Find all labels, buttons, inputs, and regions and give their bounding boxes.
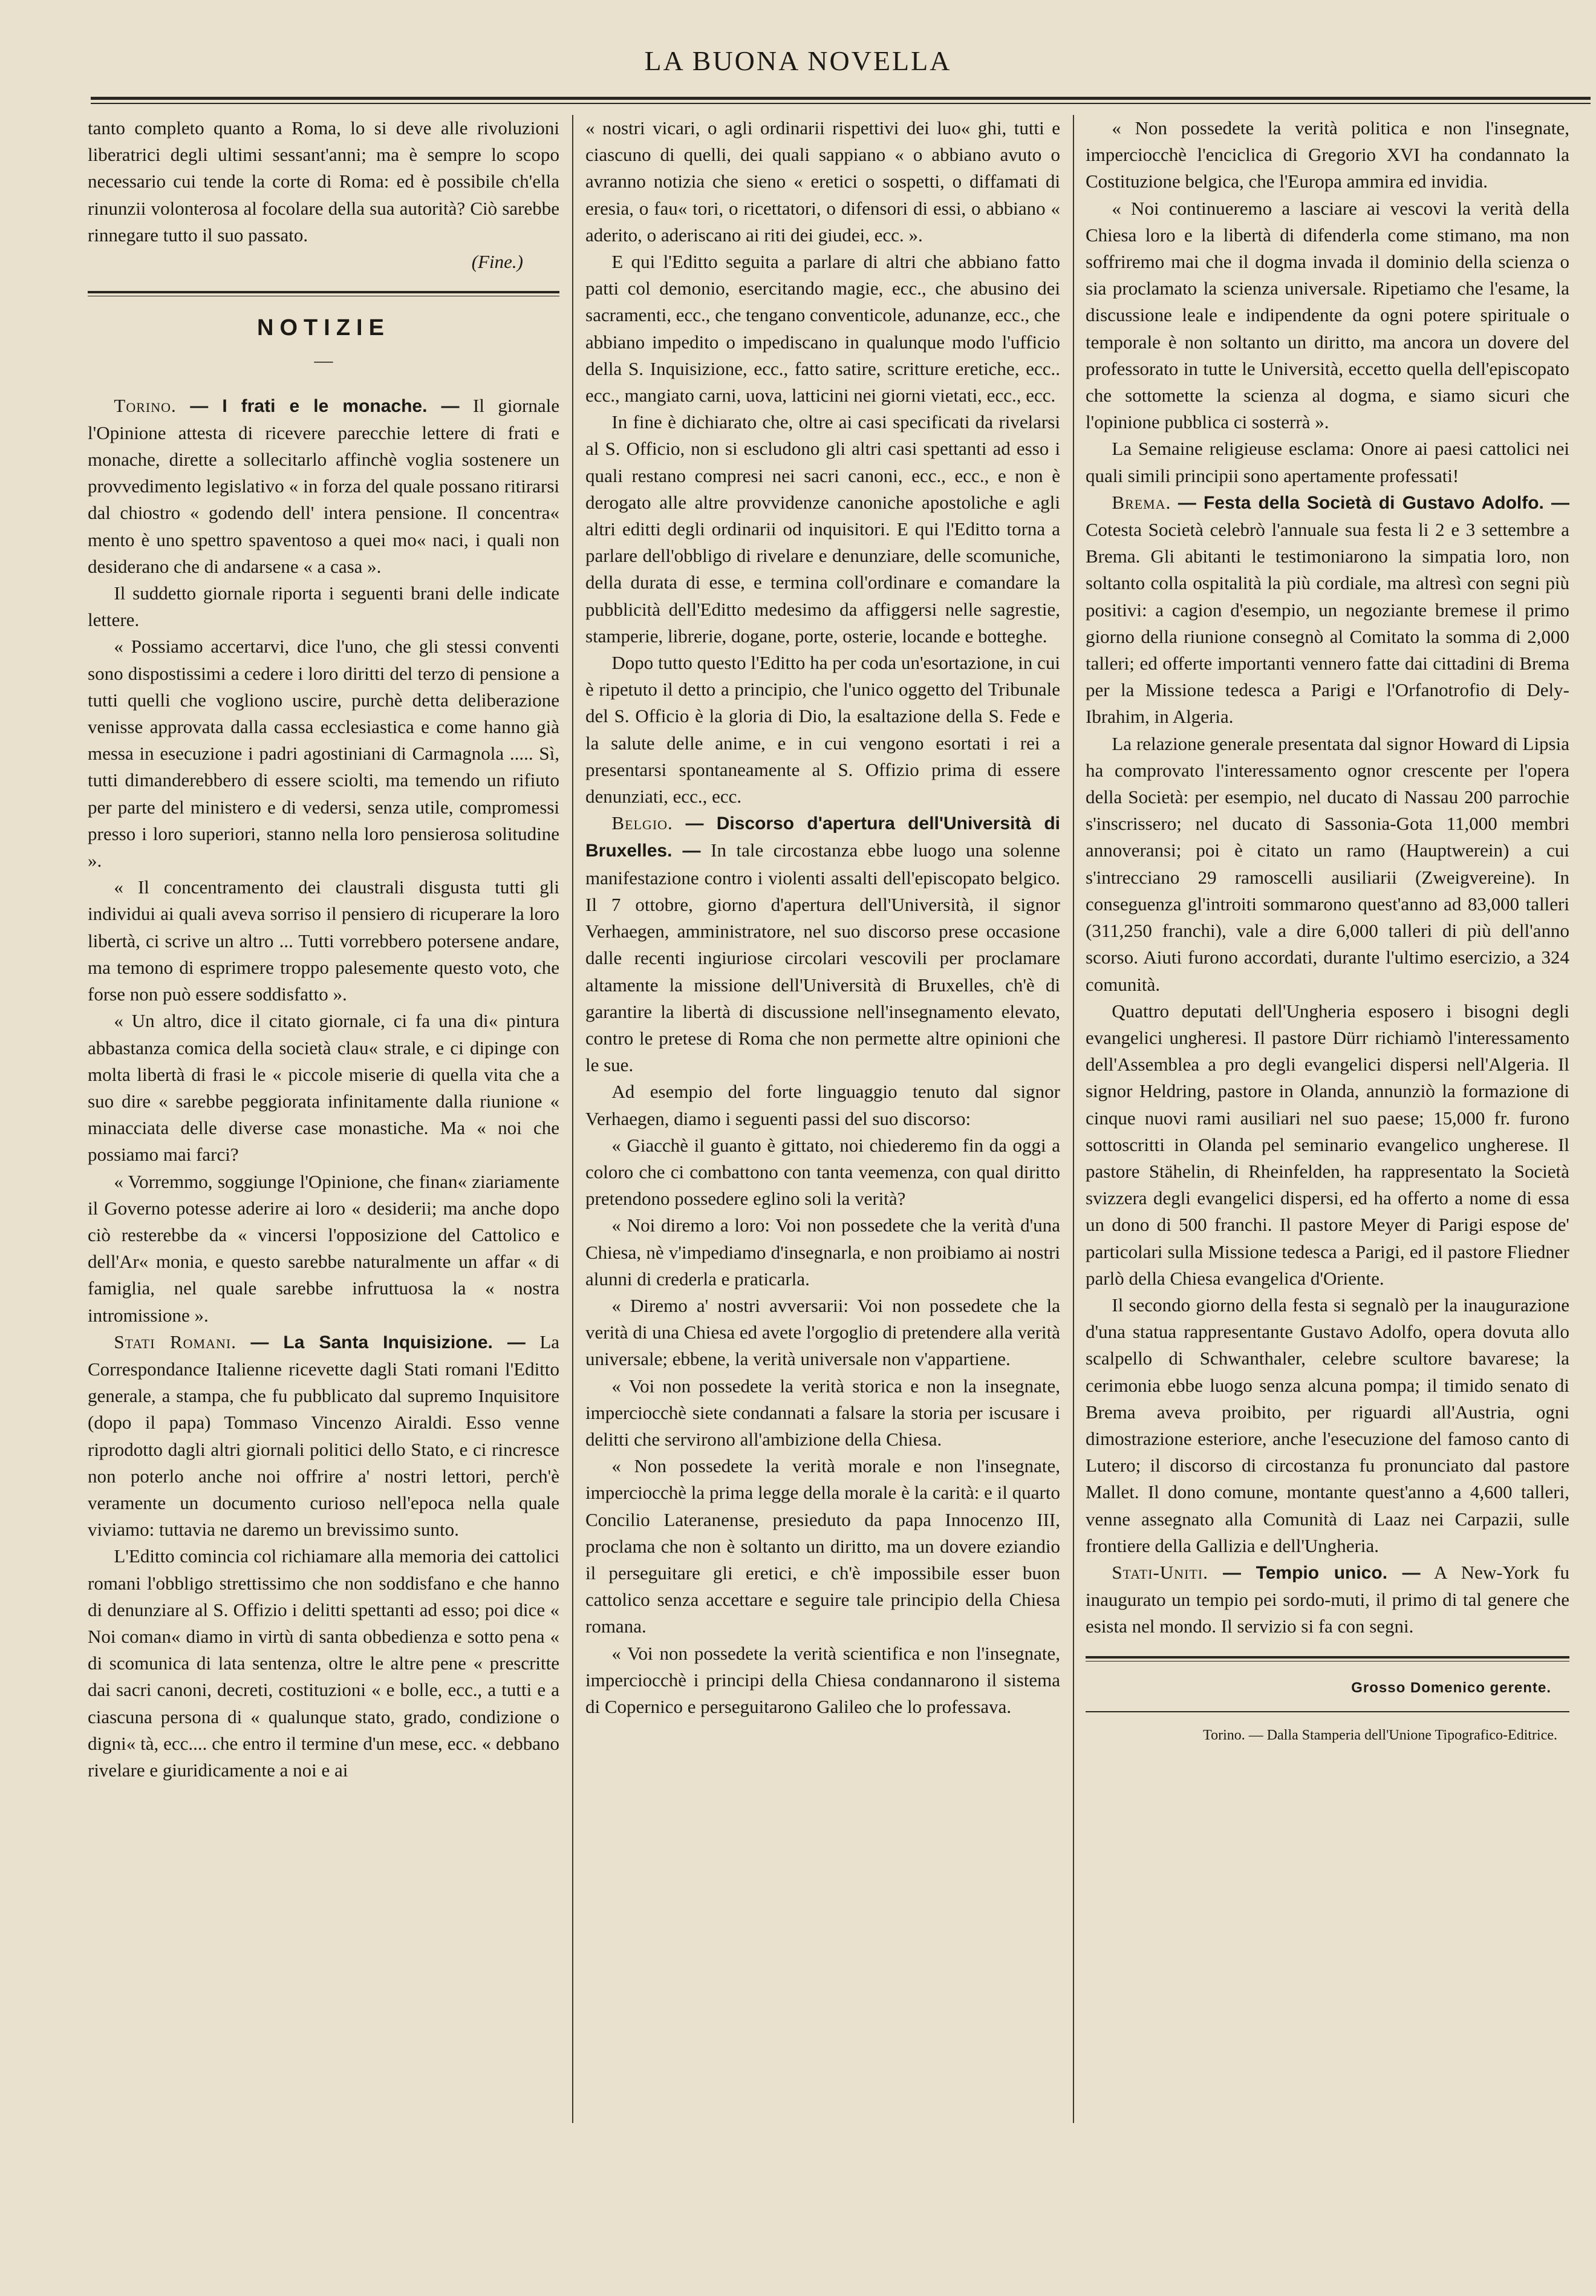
news-text: La Correspondance Italienne ricevette dagli Stati romani l'Editto generale, a stampa, che fu pubblicato dal supremo Inquisitore (dopo il papa) Tommaso Vincenzo Airaldi. Esso venne riprodotto dagli altri giornali politici dello Stato, e ci rincresce non poterlo anche noi offrire a' nostri lettori, perch'è veramente un documento curioso nell'epoca nella quale viviamo: tuttavia ne daremo un brevissimo sunto.: [88, 1331, 560, 1541]
news-place: Torino.: [114, 394, 177, 416]
news-item-stati-uniti: [1086, 1559, 1569, 1640]
footer-rule: [1086, 1711, 1569, 1712]
news-text: Cotesta Società celebrò l'annuale sua festa li 2 e 3 settembre a Brema. Gli abitanti le testimoniarono la simpatia loro, non soltanto colla ospitalità la più cordiale, ma altresì con segni più positivi: a cagion d'esempio, un negoziante bremese il primo giorno della riunione consegnò al Comitato la somma di 2,000 talleri; ed offerte importanti vennero fatte dai cittadini di Brema per la Missione tedesca a Parigi e l'Orfanotrofio di Dely-Ibrahim, in Algeria.: [1086, 519, 1569, 728]
news-headline: — Festa della Società di Gustavo Adolfo. —: [1177, 492, 1570, 513]
column-2: [585, 115, 1060, 1720]
news-paragraph: Dopo tutto questo l'Editto ha per coda un'esortazione, in cui è ripetuto il detto a principio, che l'unico oggetto del Tribunale del S. Officio è la gloria di Dio, la esaltazione della S. Fede e la salute delle anime, e in cui vengono esortati i rei a presentarsi spontaneamente al S. Offizio prima di essere denunziati, ecc., ecc.: [585, 652, 1060, 807]
news-item-brema: [1086, 489, 1569, 731]
news-paragraph: « Noi diremo a loro: Voi non possedete che la verità d'una Chiesa, nè v'impediamo d'insegnarla, e non proibiamo ai nostri alunni di crederla e praticarla.: [585, 1215, 1060, 1290]
news-item-stati-romani: [88, 1329, 559, 1544]
news-paragraph: Il suddetto giornale riporta i seguenti brani delle indicate lettere.: [88, 582, 559, 631]
news-place: Stati-Uniti.: [1112, 1561, 1208, 1583]
masthead-title: LA BUONA NOVELLA: [644, 45, 952, 76]
news-place: Belgio.: [611, 812, 673, 834]
news-paragraph: « Diremo a' nostri avversarii: Voi non possedete che la verità di una Chiesa ed avete l'orgoglio di pretendere alla verità universale; ebbene, la verità universale non v'appartiene.: [585, 1294, 1060, 1370]
news-headline: — Tempio unico. —: [1223, 1562, 1421, 1583]
news-place: Stati Romani.: [114, 1331, 236, 1352]
news-place: Brema.: [1112, 491, 1171, 513]
news-headline: — La Santa Inquisizione. —: [250, 1332, 526, 1352]
news-paragraph: In fine è dichiarato che, oltre ai casi specificati da rivelarsi al S. Officio, non si escludono gli altri casi spettanti ad esso i quali restano compresi nei sacri canoni, ecc., ecc., e non è derogato alle altre provvidenze canoniche apostoliche e agli altri editti degli ordinarii od inquisitori. E qui l'Editto torna a parlare dell'obbligo di rivelare e denunziare, delle scomuniche, della durata di esse, e termina coll'ordinare e comandare la pubblicità dell'Editto medesimo da affiggersi nelle sagrestie, stamperie, librerie, dogane, porte, osterie, locande e botteghe.: [585, 411, 1060, 647]
gerente-signature: Grosso Domenico gerente.: [1351, 1679, 1551, 1696]
printer-imprint: Torino. — Dalla Stamperia dell'Unione Tipografico-Editrice.: [1203, 1727, 1557, 1743]
column-divider: [572, 115, 573, 2123]
section-heading: NOTIZIE: [257, 315, 390, 341]
news-paragraph: Il secondo giorno della festa si segnalò per la inaugurazione d'una statua rappresentante Gustavo Adolfo, opera dovuta allo scalpello di Schwanthaler, celebre scultore bavarese; la cerimonia ebbe luogo senza alcuna pompa; il timido senato di Brema aveva proibito, per riguardi all'Austria, ogni dimostrazione esteriore, anche l'esecuzione del famoso canto di Lutero; il discorso di circostanza fu pronunciato dal pastore Mallet. Il dono comune, montante quest'anno a 4,600 talleri, venne assegnato alla Comunità di Laaz nei Carpazii, sulle frontiere della Gallizia e dell'Ungheria.: [1086, 1294, 1569, 1556]
news-item-torino: [88, 393, 559, 580]
news-paragraph: L'Editto comincia col richiamare alla memoria dei cattolici romani l'obbligo strettissimo che non soddisfano e che hanno di denunziare al S. Offizio i delitti spettanti ad esso; poi dice « Noi coman« diamo in virtù di santa obbedienza e sotto pena « di scomunica di lata sentenza, oltre le altre pene « prescritte dai sacri canoni, decreti, costituzioni « e bolle, ecc., a tutti e a ciascuna persona di « qualunque stato, grado, condizione o digni« tà, ecc.... che entro il termine d'un mese, ecc. « debbano rivelare e giuridicamente a noi e ai: [88, 1545, 559, 1781]
masthead-rule: [91, 97, 1591, 100]
news-paragraph: « Vorremmo, soggiunge l'Opinione, che finan« ziariamente il Governo potesse aderire ai loro « desiderii; ma anche dopo ciò resterebbe da « vincersi l'opposizione del Cattolico e dell'Ar« monia, e questo sarebbe naturalmente un affar « di famiglia, nel quale sarebbe infruttuosa la « nostra intromissione ».: [88, 1170, 559, 1326]
news-text: In tale circostanza ebbe luogo una solenne manifestazione contro i violenti assalti dell'episcopato belgico. Il 7 ottobre, giorno d'apertura dell'Università, il signor Verhaegen, amministratore, nel suo discorso prese occasione dalle recenti ingiuriose circolari vescovili per proclamare altamente la missione dell'Università di Bruxelles, ch'è di garantire la libertà di discussione nell'insegnamento elevato, contro le pretese di Roma che non permette altre opinioni che le sue.: [585, 840, 1061, 1076]
news-paragraph: « nostri vicari, o agli ordinarii rispettivi dei luo« ghi, tutti e ciascuno di quelli, dei quali sappiano « o abbiano avuto o avranno notizia che sieno « eretici o sospetti, o diffamati di eresia, o fau« tori, o ricettatori, o difensori di essi, o abbiano « aderito, o aderiscano ai riti dei giudei, ecc. ».: [585, 117, 1060, 246]
news-paragraph: Ad esempio del forte linguaggio tenuto dal signor Verhaegen, diamo i seguenti passi del suo discorso:: [585, 1081, 1060, 1129]
section-dash: —: [314, 350, 333, 371]
news-paragraph: « Giacchè il guanto è gittato, noi chiederemo fin da oggi a coloro che ci combattono con tanta veemenza, con qual diritto pretendono possedere eglino soli la verità?: [585, 1134, 1060, 1210]
news-paragraph: La Semaine religieuse esclama: Onore ai paesi cattolici nei quali simili principii sono apertamente professati!: [1086, 438, 1569, 486]
news-headline: — I frati e le monache. —: [190, 396, 460, 416]
news-paragraph: « Un altro, dice il citato giornale, ci fa una di« pintura abbastanza comica della società clau« strale, e ci dipinge con molta libertà di frasi le « piccole miserie di quella vita che a suo dire « sarebbe peggiorata infinitamente dalla riunione « minacciata delle diverse case monastiche. Ma « noi che possiamo mai farci?: [88, 1010, 559, 1166]
news-text: Il giornale l'Opinione attesta di ricevere parecchie lettere di frati e monache, dirette a sollecitarlo affinchè voglia sostenere un provvedimento legislativo « in forza del quale possano ritirarsi dal chiostro « godendo dell' intera pensione. Il concentra« mento è uno spettro spaventoso a quei mo« naci, i quali non desiderano che di andarsene « a casa ».: [88, 394, 559, 577]
news-paragraph: « Non possedete la verità morale e non l'insegnate, imperciocchè la prima legge della morale è la carità: e il quarto Concilio Lateranense, presieduto da papa Innocenzo III, proclama che non è soltanto un diritto, ma un dovere eziandio il perseguitare gli eretici, e ch'è impossibile esser buon cattolico senza accettare e seguire tale principio della Chiesa romana.: [585, 1455, 1060, 1637]
column-3: [1086, 115, 1569, 1749]
news-paragraph: « Voi non possedete la verità scientifica e non l'insegnate, imperciocchè i principi della Chiesa condannarono il sistema di Copernico e perseguitarono Galileo che lo professava.: [585, 1642, 1060, 1717]
masthead-rule-thin: [91, 103, 1591, 104]
section-divider: [88, 291, 559, 296]
article-end-paragraph: tanto completo quanto a Roma, lo si deve alle rivoluzioni liberatrici degli ultimi sessant'anni; ma è sempre lo scopo necessario cui tende la corte di Roma: ed è possibile ch'ella rinunzii volonterosa al focolare della sua autorità? Ciò sarebbe rinnegare tutto il suo passato.: [88, 117, 559, 246]
column-1: [88, 115, 559, 1784]
news-paragraph: « Voi non possedete la verità storica e non la insegnate, imperciocchè siete condannati a falsare la storia per iscusare i delitti che servirono all'ambizione della Chiesa.: [585, 1375, 1060, 1450]
news-item-belgio: [585, 810, 1060, 1078]
news-paragraph: E qui l'Editto seguita a parlare di altri che abbiano fatto patti col demonio, esercitando magie, ecc., che abusino dei sacramenti, ecc., che tengano conventicole, adunanze, ecc., che abbiano impedito o impediscano in qualunque modo l'ufficio della S. Inquisizione, ecc., fatto satire, scritture eretiche, ecc.. ecc., mangiato carni, uova, latticini nei giorni vietati, ecc., ecc.: [585, 251, 1060, 406]
news-paragraph: « Noi continueremo a lasciare ai vescovi la verità della Chiesa loro e la libertà di difenderla come stimano, ma non soffriremo mai che il dogma invada il dominio della scienza o sia proclamato la scienza universale. Ripetiamo che l'esame, la discussione leale e indipendente da ogni potere spirituale o temporale è non soltanto un diritto, ma ancora un dovere del professorato in tutte le Università, eccetto quella dell'episcopato che sottomette la scienza al dogma, e siamo sicuri che l'opinione pubblica ci sosterrà ».: [1086, 197, 1569, 433]
article-fine: (Fine.): [471, 251, 523, 273]
footer-divider: [1086, 1656, 1569, 1662]
news-paragraph: « Possiamo accertarvi, dice l'uno, che gli stessi conventi sono dispostissimi a cedere i loro diritti del terzo di pensione a tutti quelli che vogliono uscire, purchè detta deliberazione venisse approvata dalla cassa ecclesiastica e come hanno già messa in esecuzione i padri agostiniani di Carmagnola ..... Sì, tutti dimanderebbero di essere sciolti, ma temendo un rifiuto per parte del ministero e di vedersi, senza utile, compromessi presso i loro superiori, stanno nella loro pensierosa solitudine ».: [88, 636, 559, 872]
news-text: A New-York fu inaugurato un tempio pei sordo-muti, il primo di tal genere che esista nel mondo. Il servizio si fa con segni.: [1086, 1561, 1570, 1637]
news-paragraph: « Il concentramento dei claustrali disgusta tutti gli individui ai quali aveva sorriso il pensiero di ricuperare la loro libertà, ci scrive un altro ... Tutti vorrebbero potersene andare, ma temono di esprimere troppo palesemente questo voto, che forse non può essere soddisfatto ».: [88, 876, 559, 1005]
news-paragraph: La relazione generale presentata dal signor Howard di Lipsia ha comprovato l'interessamento ognor crescente per l'opera della Società: per esempio, nel ducato di Nassau 200 parrochie s'inscrissero; nel ducato di Sassonia-Gota 11,000 membri annoveransi; poi è citato un ramo (Hauptwerein) a cui s'intrecciano 29 ramoscelli ausiliarii (Zweigvereine). In conseguenza gl'introiti sommarono quest'anno ad 83,000 talleri (311,250 franchi), vale a dire 6,000 talleri di più dell'anno scorso. Aiuti furono accordati, durante l'ultimo esercizio, a 324 comunità.: [1086, 732, 1569, 995]
news-paragraph: Quattro deputati dell'Ungheria esposero i bisogni degli evangelici ungheresi. Il pastore Dürr richiamò l'interessamento dell'Assemblea a pro degli evangelici dispersi nell'Algeria. Il signor Heldring, pastore in Olanda, annunziò la formazione di cinque nuovi rami ausiliari nel suo paese; 15,000 fr. furono sottoscritti in Olanda pel seminario evangelico ungherese. Il pastore Stähelin, di Rheinfelden, ha rappresentato la Società svizzera degli evangelici dispersi, ed ha offerto a nome di essa un dono di 500 franchi. Il pastore Meyer di Parigi espose de' particolari sulla Missione tedesca a Parigi, ed il pastore Fliedner parlò della Chiesa evangelica d'Oriente.: [1086, 1000, 1569, 1289]
news-paragraph: « Non possedete la verità politica e non l'insegnate, imperciocchè l'enciclica di Gregorio XVI ha condannato la Costituzione belgica, che l'Europa ammira ed invidia.: [1086, 117, 1569, 192]
news-headline: — Discorso d'apertura dell'Università di Bruxelles. —: [585, 814, 1060, 861]
column-divider: [1073, 115, 1074, 2123]
